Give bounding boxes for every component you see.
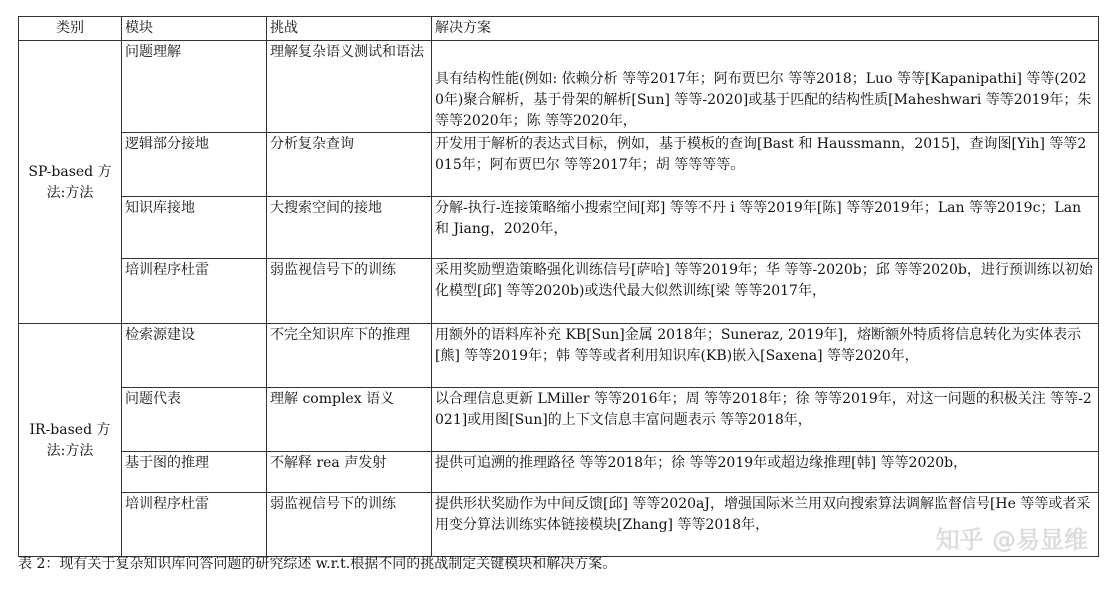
module-cell: 知识库接地: [122, 197, 267, 259]
category-cell-sp: SP-based 方法:方法: [19, 41, 122, 324]
module-cell: 逻辑部分接地: [122, 133, 267, 197]
solution-cell: 采用奖励塑造策略强化训练信号[萨哈] 等等2019年；华 等等-2020b；邱 等等2020b，进行预训练以初始化模型[邱] 等等2020b)或迭代最大似然训练[梁 等等2017年，: [432, 259, 1099, 324]
table-row: [19, 197, 1099, 259]
challenge-cell: 弱监视信号下的训练: [267, 493, 432, 557]
solution-cell: 开发用于解析的表达式目标，例如，基于模板的查询[Bast 和 Haussmann，2015]，查询图[Yih] 等等2015年；阿布贾巴尔 等等2017年；胡 等等等等。: [432, 133, 1099, 197]
solution-cell: 提供可追溯的推理路径 等等2018年；徐 等等2019年或超边缘推理[韩] 等等2020b，: [432, 452, 1099, 493]
table-row: [19, 324, 1099, 388]
watermark: 知乎 @易显维: [935, 526, 1088, 554]
table-header-row: [19, 17, 1099, 41]
table-row: [19, 452, 1099, 493]
header-category: 类别: [19, 17, 122, 41]
header-solution: 解决方案: [432, 17, 1099, 41]
solution-cell: 分解-执行-连接策略缩小搜索空间[郑] 等等不丹 i 等等2019年[陈] 等等2019年；Lan 等等2019c；Lan 和 Jiang，2020年，: [432, 197, 1099, 259]
challenge-cell: 大搜索空间的接地: [267, 197, 432, 259]
table-row: [19, 388, 1099, 452]
module-cell: 检索源建设: [122, 324, 267, 388]
challenge-cell: 理解复杂语义测试和语法: [267, 41, 432, 133]
table-caption: 表 2：现有关于复杂知识库问答问题的研究综述 w.r.t.根据不同的挑战制定关键模块和解决方案。: [18, 556, 617, 572]
survey-table: [18, 16, 1099, 557]
challenge-cell: 分析复杂查询: [267, 133, 432, 197]
solution-cell: 用额外的语料库补充 KB[Sun]金属 2018年；Suneraz, 2019年]，熔断额外特质将信息转化为实体表示[熊] 等等2019年；韩 等等或者利用知识库(KB)嵌入[Saxena] 等等2020年，: [432, 324, 1099, 388]
header-challenge: 挑战: [267, 17, 432, 41]
table-row: [19, 41, 1099, 133]
table-row: [19, 259, 1099, 324]
table-row: [19, 133, 1099, 197]
challenge-cell: 不完全知识库下的推理: [267, 324, 432, 388]
solution-cell: 具有结构性能(例如: 依赖分析 等等2017年；阿布贾巴尔 等等2018；Luo 等等[Kapanipathi] 等等(2020年)聚合解析，基于骨架的解析[Sun] 等等-2020]或基于匹配的结构性质[Maheshwari 等等2019年；朱 等等2020年；陈 等等2020年，: [432, 41, 1099, 133]
solution-cell: 以合理信息更新 LMiller 等等2016年；周 等等2018年；徐 等等2019年，对这一问题的积极关注 等等-2021]或用图[Sun]的上下文信息丰富问题表示 等等2018年，: [432, 388, 1099, 452]
category-cell-ir: IR-based 方法:方法: [19, 324, 122, 557]
module-cell: 问题理解: [122, 41, 267, 133]
module-cell: 培训程序杜雷: [122, 493, 267, 557]
module-cell: 培训程序杜雷: [122, 259, 267, 324]
header-module: 模块: [122, 17, 267, 41]
challenge-cell: 弱监视信号下的训练: [267, 259, 432, 324]
solution-cell: 提供形状奖励作为中间反馈[邱] 等等2020aJ，增强国际米兰用双向搜索算法调解监督信号[He 等等或者采用变分算法训练实体链接模块[Zhang] 等等2018年，: [432, 493, 1099, 557]
challenge-cell: 不解释 rea 声发射: [267, 452, 432, 493]
module-cell: 基于图的推理: [122, 452, 267, 493]
module-cell: 问题代表: [122, 388, 267, 452]
challenge-cell: 理解 complex 语义: [267, 388, 432, 452]
